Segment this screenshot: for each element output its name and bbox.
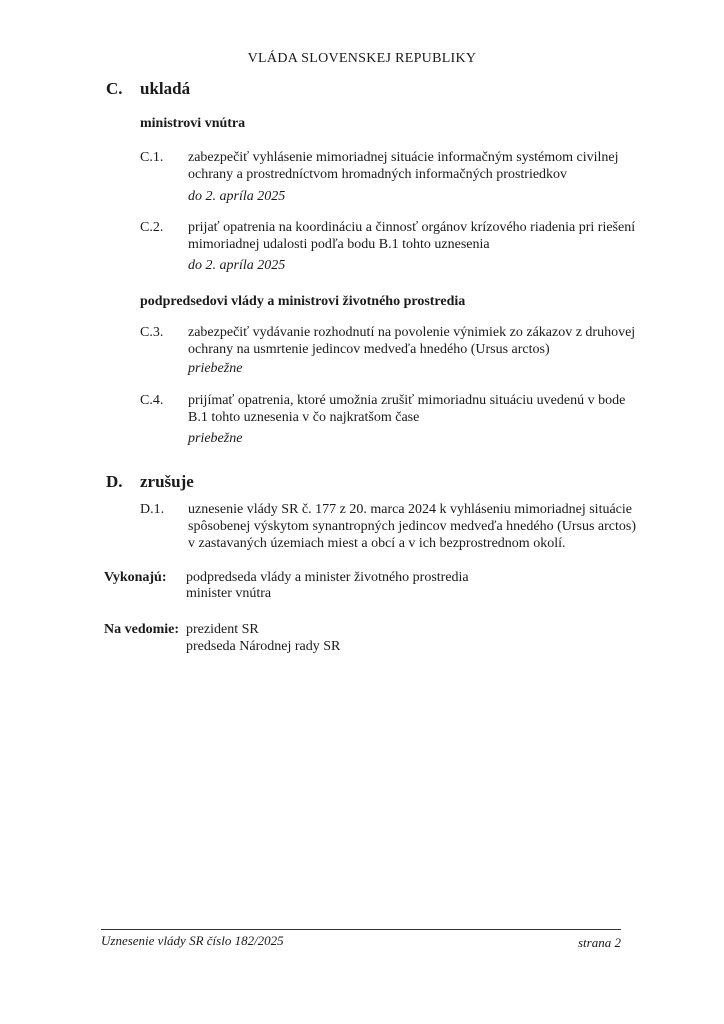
for-information-label: Na vedomie: (104, 622, 180, 637)
item-d1-line1: uznesenie vlády SR č. 177 z 20. marca 2024 k vyhláseniu mimoriadnej situácie (188, 502, 632, 517)
item-c2-line2: mimoriadnej udalosti podľa bodu B.1 tohto uznesenia (188, 237, 490, 252)
item-number-c1: C.1. (140, 150, 164, 165)
item-c3-line2: ochrany na usmrtenie jedincov medveďa hnedého (Ursus arctos) (188, 342, 550, 357)
item-c3-deadline: priebežne (188, 361, 243, 376)
for-information-line-1: prezident SR (186, 622, 259, 637)
section-c-verb: ukladá (140, 79, 191, 98)
section-d-letter: D. (106, 472, 123, 491)
executors-label: Vykonajú: (104, 570, 167, 585)
item-c4-line2: B.1 tohto uznesenia v čo najkratšom čase (188, 410, 420, 425)
item-c1-line1: zabezpečiť vyhlásenie mimoriadnej situácie informačným systémom civilnej (188, 150, 619, 165)
group-heading-deputy-pm-environment: podpredsedovi vlády a ministrovi životného prostredia (140, 294, 466, 309)
executor-line-1: podpredseda vlády a minister životného prostredia (186, 570, 469, 585)
item-c2-deadline: do 2. apríla 2025 (188, 258, 286, 273)
item-c2-line1: prijať opatrenia na koordináciu a činnosť orgánov krízového riadenia pri riešení (188, 220, 636, 235)
item-d1-line3: v zastavaných územiach miest a obcí a v ich bezprostrednom okolí. (188, 536, 566, 551)
item-number-c4: C.4. (140, 393, 164, 408)
item-c4-deadline: priebežne (188, 431, 243, 446)
item-c1-deadline: do 2. apríla 2025 (188, 189, 286, 204)
item-c3-line1: zabezpečiť vydávanie rozhodnutí na povolenie výnimiek zo zákazov z druhovej (188, 325, 636, 340)
item-d1-line2: spôsobenej výskytom synantropných jedincov medveďa hnedého (Ursus arctos) (188, 519, 637, 534)
item-c4-line1: prijímať opatrenia, ktoré umožnia zrušiť mimoriadnu situáciu uvedenú v bode (188, 393, 626, 408)
document-header-title: VLÁDA SLOVENSKEJ REPUBLIKY (247, 51, 477, 66)
footer-resolution-reference: Uznesenie vlády SR číslo 182/2025 (101, 933, 284, 948)
group-heading-minister-interior: ministrovi vnútra (140, 116, 246, 131)
footer-page-number: strana 2 (578, 935, 621, 950)
footer-divider (101, 929, 621, 930)
section-c-letter: C. (106, 79, 123, 98)
item-number-c3: C.3. (140, 325, 164, 340)
section-d-verb: zrušuje (140, 472, 194, 491)
item-c1-line2: ochrany a prostredníctvom hromadných informačných prostriedkov (188, 167, 568, 182)
for-information-line-2: predseda Národnej rady SR (186, 639, 341, 654)
item-number-c2: C.2. (140, 220, 164, 235)
executor-line-2: minister vnútra (186, 586, 272, 601)
item-number-d1: D.1. (140, 502, 165, 517)
